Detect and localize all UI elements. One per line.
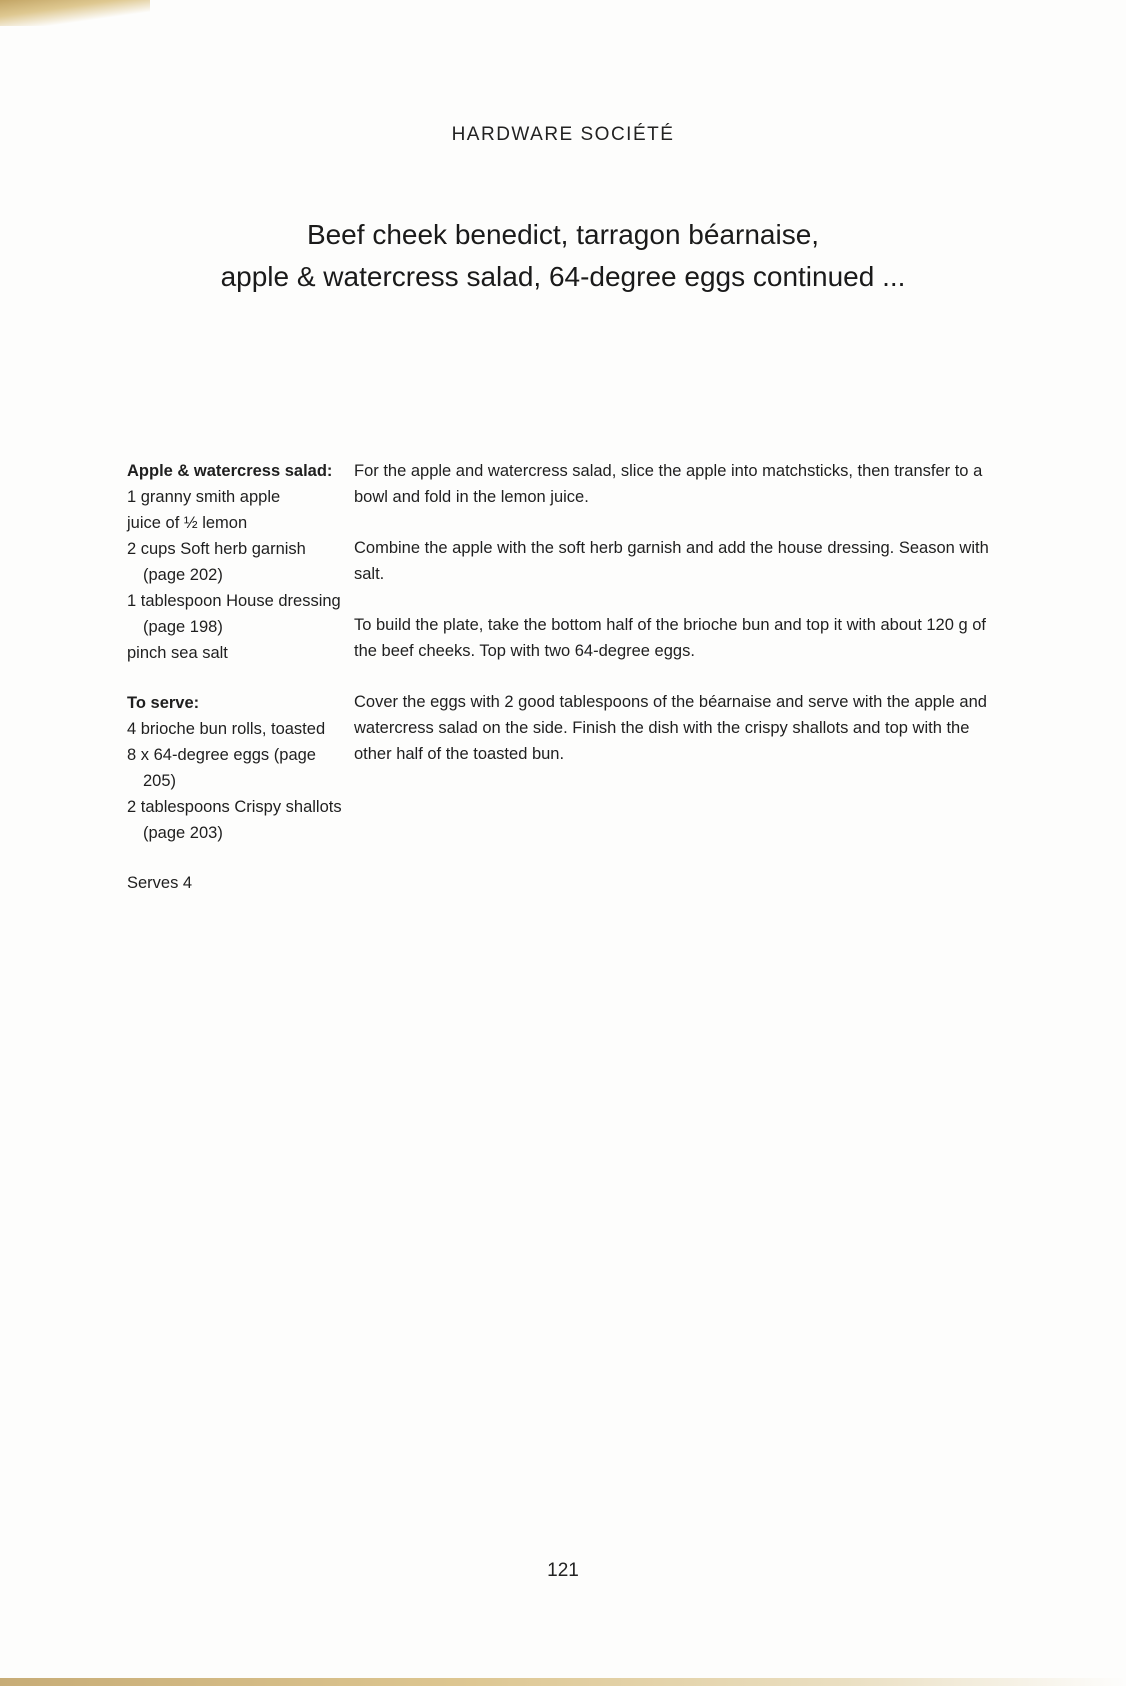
ingredient-item: 2 tablespoons Crispy shallots (page 203) <box>127 798 342 842</box>
page-edge-gold-bottom <box>0 1678 1126 1686</box>
method-step: For the apple and watercress salad, slice the apple into matchsticks, then transfer to a bowl and fold in the lemon juice. <box>354 462 983 506</box>
ingredients-column <box>127 458 342 896</box>
page-edge-gold-top <box>0 0 150 26</box>
ingredient-item: pinch sea salt <box>127 644 228 662</box>
recipe-title-line-2: apple & watercress salad, 64-degree eggs continued ... <box>220 261 906 292</box>
ingredients-to-serve <box>127 690 342 846</box>
running-head: HARDWARE SOCIÉTÉ <box>451 124 675 145</box>
method-step: Cover the eggs with 2 good tablespoons of the béarnaise and serve with the apple and watercress salad on the side. Finish the dish with the crispy shallots and top with the other half of the toasted bun. <box>354 693 987 763</box>
ingredient-item: 2 cups Soft herb garnish (page 202) <box>127 540 306 584</box>
ingredients-salad-heading: Apple & watercress salad: <box>127 462 333 480</box>
ingredients-salad <box>127 458 342 666</box>
ingredients-to-serve-heading: To serve: <box>127 694 200 712</box>
ingredient-item: 1 granny smith apple <box>127 488 281 506</box>
ingredient-item: 8 x 64-degree eggs (page 205) <box>127 746 316 790</box>
recipe-title-line-1: Beef cheek benedict, tarragon béarnaise, <box>306 219 820 250</box>
method-step: Combine the apple with the soft herb garnish and add the house dressing. Season with salt. <box>354 539 989 583</box>
ingredient-item: 4 brioche bun rolls, toasted <box>127 720 326 738</box>
serves-count: Serves 4 <box>127 874 193 892</box>
ingredient-item: 1 tablespoon House dressing (page 198) <box>127 592 341 636</box>
method-column <box>354 458 994 792</box>
method-step: To build the plate, take the bottom half of the brioche bun and top it with about 120 g of the beef cheeks. Top with two 64-degree eggs. <box>354 616 987 660</box>
recipe-title <box>0 214 1126 298</box>
ingredient-item: juice of ½ lemon <box>127 514 248 532</box>
page-number: 121 <box>547 1560 579 1581</box>
